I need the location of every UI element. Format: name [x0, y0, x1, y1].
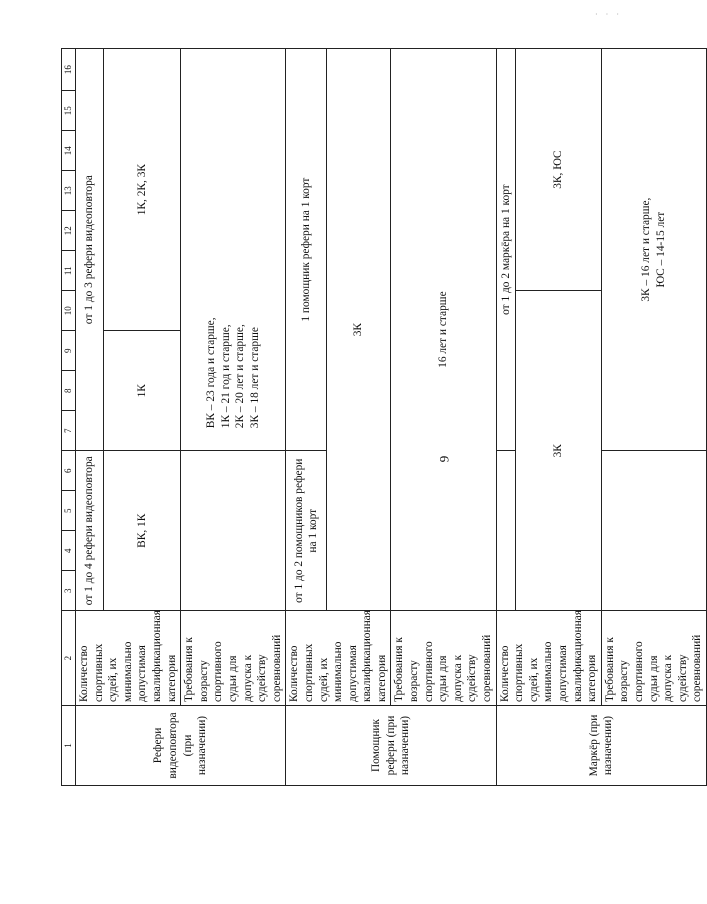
header-cell: 4 — [62, 531, 76, 571]
video-referee-count-a: от 1 до 4 рефери видеоповтора — [76, 451, 104, 611]
header-row — [62, 49, 76, 786]
header-cell: 12 — [62, 211, 76, 251]
qualification-label: Количество спортивных судей, их минимально допустимая квалификационная категория — [286, 611, 391, 706]
age-line: 2К – 20 лет и старше, — [234, 324, 247, 429]
age-line: 3К – 16 лет и старше, — [640, 197, 653, 302]
header-cell: 7 — [62, 411, 76, 451]
video-referee-category-b: 1К — [104, 331, 181, 451]
marker-age-row — [601, 49, 706, 786]
assistant-referee-count-a: от 1 до 2 помощников рефери на 1 корт — [286, 451, 327, 611]
qualification-label: Количество спортивных судей, их минимально допустимая квалификационная категория — [76, 611, 181, 706]
video-referee-age-requirements — [181, 49, 286, 451]
marker-category-a: 3К — [515, 291, 601, 611]
age-label: Требования к возрасту спортивного судьи для допуска к судейству соревнований — [601, 611, 706, 706]
referee-requirements-table — [61, 48, 707, 786]
assistant-referee-count-row — [286, 49, 327, 786]
rotated-table-container — [61, 48, 704, 786]
video-referee-age-row — [181, 49, 286, 786]
age-line: 1К – 21 год и старше, — [219, 324, 232, 429]
role-marker: Маркёр (при назначении) — [496, 705, 706, 785]
age-line: ВК – 23 года и старше, — [205, 317, 218, 429]
page-number: 9 — [436, 455, 452, 463]
header-cell: 11 — [62, 251, 76, 291]
header-cell: 8 — [62, 371, 76, 411]
qualification-label: Количество спортивных судей, их минимально допустимая квалификационная категория — [496, 611, 601, 706]
marker-count-empty — [496, 451, 515, 611]
age-label: Требования к возрасту спортивного судьи для допуска к судейству соревнований — [391, 611, 496, 706]
marker-age-requirements — [601, 49, 706, 451]
marker-count-row — [496, 49, 515, 786]
role-assistant-referee: Помощник рефери (при назначении) — [286, 705, 496, 785]
assistant-referee-category: 3К — [326, 49, 391, 611]
header-cell: 14 — [62, 131, 76, 171]
assistant-referee-age-row — [391, 49, 496, 786]
video-referee-category-c: 1К, 2К, 3К — [104, 49, 181, 331]
assistant-referee-age: 16 лет и старше — [391, 49, 496, 611]
age-label: Требования к возрасту спортивного судьи для допуска к судейству соревнований — [181, 611, 286, 706]
assistant-referee-count-b: 1 помощник рефери на 1 корт — [286, 49, 327, 451]
header-cell: 9 — [62, 331, 76, 371]
header-cell: 6 — [62, 451, 76, 491]
scan-artifact: · · · — [595, 10, 622, 19]
video-referee-count-row — [76, 49, 104, 786]
header-cell: 10 — [62, 291, 76, 331]
marker-category-b: 3К, ЮС — [515, 49, 601, 291]
marker-count: от 1 до 2 маркёра на 1 корт — [496, 49, 515, 451]
role-video-referee: Рефери видеоповтора (при назначении) — [76, 705, 286, 785]
video-referee-category-a: ВК, 1К — [104, 451, 181, 611]
age-line: 3К – 18 лет и старше — [248, 327, 261, 429]
header-cell: 15 — [62, 91, 76, 131]
age-line: ЮС – 14-15 лет — [654, 211, 667, 288]
header-cell: 2 — [62, 611, 76, 706]
header-cell: 5 — [62, 491, 76, 531]
header-cell: 13 — [62, 171, 76, 211]
header-cell: 16 — [62, 49, 76, 91]
marker-age-empty — [601, 451, 706, 611]
header-cell: 1 — [62, 705, 76, 785]
video-referee-age-empty — [181, 451, 286, 611]
video-referee-count-b: от 1 до 3 рефери видеоповтора — [76, 49, 104, 451]
header-cell: 3 — [62, 571, 76, 611]
